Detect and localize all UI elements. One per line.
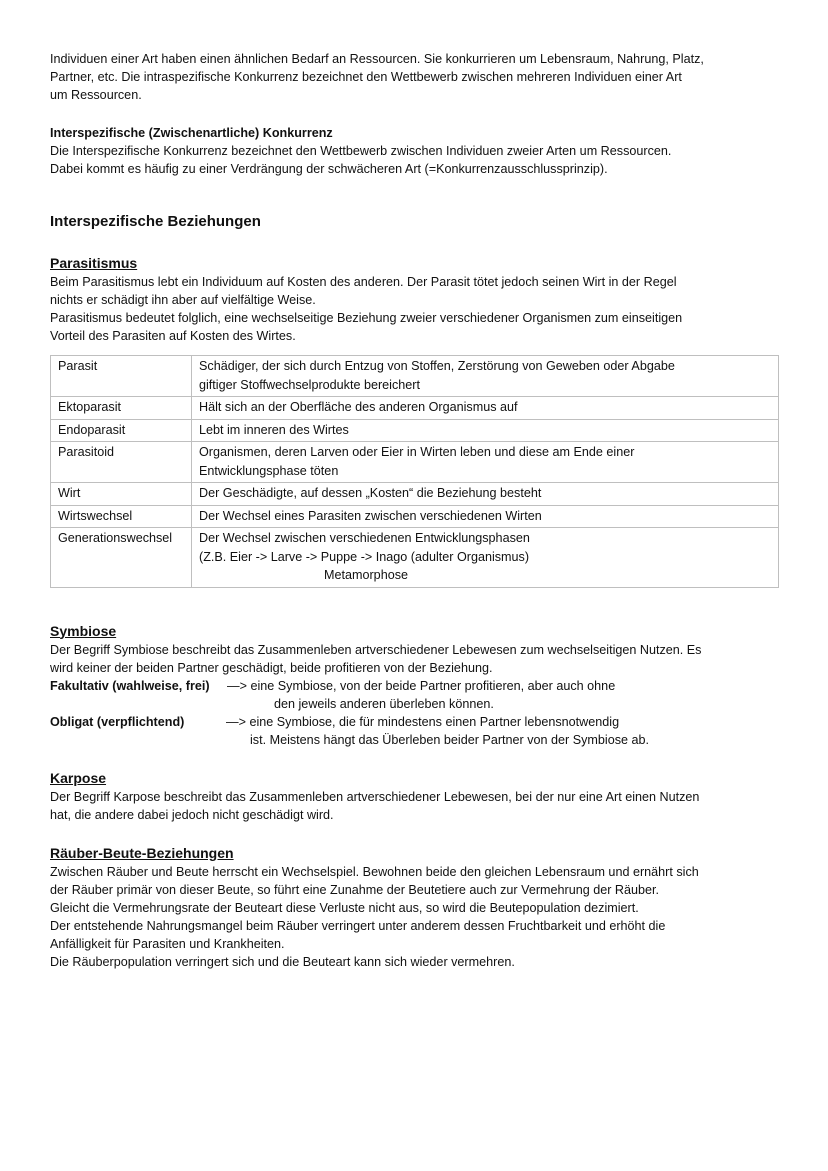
text-line: Parasitismus bedeutet folglich, eine wechselseitige Beziehung zweier verschiedener Organismen zum einseitigen [50, 311, 683, 325]
text-line: Gleicht die Vermehrungsrate der Beuteart diese Verluste nicht aus, so wird die Beutepopulation dezimiert. [50, 900, 639, 915]
table-row [51, 505, 779, 528]
term-cell: Parasitoid [51, 442, 192, 483]
definition-line: Hält sich an der Oberfläche des anderen Organismus auf [199, 400, 518, 414]
text-line: nichts er schädigt ihn aber auf vielfältige Weise. [50, 293, 316, 307]
definition-line: Entwicklungsphase töten [199, 463, 339, 478]
definition-row [50, 713, 780, 731]
predator-prey-heading: Räuber-Beute-Beziehungen [50, 844, 234, 861]
text-line: Dabei kommt es häufig zu einer Verdrängung der schwächeren Art (=Konkurrenzausschlussprinzip). [50, 162, 608, 176]
term-cell: Generationswechsel [51, 528, 192, 588]
term-cell: Ektoparasit [51, 397, 192, 420]
text-line: Der Begriff Symbiose beschreibt das Zusammenleben artverschiedener Lebewesen zum wechselseitigen Nutzen. Es [50, 642, 702, 657]
interspecific-competition-heading: Interspezifische (Zwischenartliche) Konkurrenz [50, 126, 333, 140]
term-cell: Wirtswechsel [51, 505, 192, 528]
definition-cell [192, 528, 779, 588]
parasitism-terms-table [50, 355, 779, 588]
text-line: Der entstehende Nahrungsmangel beim Räuber verringert unter anderem dessen Fruchtbarkeit und erhöht die [50, 918, 666, 933]
definition-line: Metamorphose [324, 568, 408, 582]
interspecific-competition-block [50, 124, 780, 178]
definition-continuation: den jeweils anderen überleben können. [274, 696, 494, 711]
definition-line: (Z.B. Eier -> Larve -> Puppe -> Inago (adulter Organismus) [199, 549, 530, 564]
text-line: hat, die andere dabei jedoch nicht geschädigt wird. [50, 807, 334, 822]
table-row [51, 419, 779, 442]
table-row [51, 442, 779, 483]
karpose-heading: Karpose [50, 769, 107, 786]
text-line: Die Räuberpopulation verringert sich und die Beuteart kann sich wieder vermehren. [50, 954, 515, 969]
facultative-definition [50, 677, 780, 713]
definition-text: —> eine Symbiose, von der beide Partner profitieren, aber auch ohne [227, 678, 616, 693]
table-row [51, 397, 779, 420]
definition-line: Schädiger, der sich durch Entzug von Stoffen, Zerstörung von Geweben oder Abgabe [199, 359, 675, 373]
definition-line: Organismen, deren Larven oder Eier in Wirten leben und diese am Ende einer [199, 445, 635, 459]
definition-cell [192, 356, 779, 397]
symbiosis-heading: Symbiose [50, 622, 117, 639]
parasitism-heading: Parasitismus [50, 255, 138, 271]
definition-cell [192, 505, 779, 528]
table-row [51, 528, 779, 588]
text-line: Anfälligkeit für Parasiten und Krankheiten. [50, 936, 285, 951]
definition-line: Der Wechsel eines Parasiten zwischen verschiedenen Wirten [199, 508, 542, 523]
text-line: der Räuber primär von dieser Beute, so führt eine Zunahme der Beutetiere auch zur Vermehrung der Räuber. [50, 882, 660, 897]
table-row [51, 356, 779, 397]
definition-text: —> eine Symbiose, die für mindestens einen Partner lebensnotwendig [226, 714, 620, 729]
definition-line: Der Geschädigte, auf dessen „Kosten“ die Beziehung besteht [199, 486, 542, 500]
section-title: Interspezifische Beziehungen [50, 213, 261, 230]
text-line: wird keiner der beiden Partner geschädigt, beide profitieren von der Beziehung. [50, 660, 493, 675]
text-line: Vorteil des Parasiten auf Kosten des Wirtes. [50, 329, 296, 343]
parasitism-block [50, 254, 780, 588]
definition-term: Fakultativ (wahlweise, frei) [50, 678, 210, 693]
term-cell: Parasit [51, 356, 192, 397]
definition-continuation: ist. Meistens hängt das Überleben beider Partner von der Symbiose ab. [250, 732, 650, 747]
text-line: Der Begriff Karpose beschreibt das Zusammenleben artverschiedener Lebewesen, bei der nur eine Art einen Nutzen [50, 789, 700, 804]
document-page [50, 50, 780, 971]
definition-row [50, 677, 780, 695]
table-row [51, 483, 779, 506]
text-line: Beim Parasitismus lebt ein Individuum auf Kosten des anderen. Der Parasit tötet jedoch seinen Wirt in der Regel [50, 275, 677, 289]
predator-prey-block [50, 844, 780, 971]
definition-line: Der Wechsel zwischen verschiedenen Entwicklungsphasen [199, 531, 530, 545]
term-cell: Endoparasit [51, 419, 192, 442]
text-line: Die Interspezifische Konkurrenz bezeichnet den Wettbewerb zwischen Individuen zweier Arten um Ressourcen. [50, 144, 672, 158]
term-cell: Wirt [51, 483, 192, 506]
karpose-block [50, 769, 780, 824]
text-line: Zwischen Räuber und Beute herrscht ein Wechselspiel. Bewohnen beide den gleichen Lebensraum und ernährt sich [50, 864, 699, 879]
definition-line: Lebt im inneren des Wirtes [199, 422, 349, 437]
definition-cell [192, 397, 779, 420]
intro-paragraph [50, 50, 780, 104]
text-line: Partner, etc. Die intraspezifische Konkurrenz bezeichnet den Wettbewerb zwischen mehreren Individuen einer Art [50, 70, 682, 84]
definition-cell [192, 442, 779, 483]
text-line: um Ressourcen. [50, 88, 142, 102]
text-line: Individuen einer Art haben einen ähnlichen Bedarf an Ressourcen. Sie konkurrieren um Lebensraum, Nahrung, Platz, [50, 52, 704, 66]
definition-line: giftiger Stoffwechselprodukte bereichert [199, 377, 420, 392]
symbiosis-block [50, 622, 780, 749]
obligate-definition [50, 713, 780, 749]
definition-term: Obligat (verpflichtend) [50, 714, 185, 729]
definition-cell [192, 419, 779, 442]
definition-cell [192, 483, 779, 506]
